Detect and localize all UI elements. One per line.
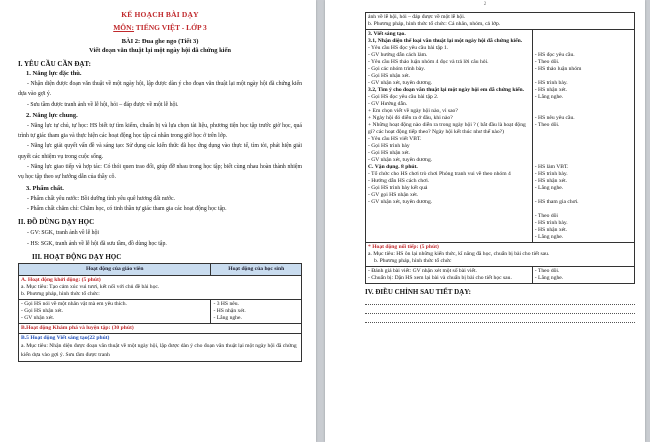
cell-text: - HS trình bày. [534,171,568,177]
activity-a-method: b. Phương pháp, hình thức tổ chức: [21,290,100,297]
section-3-2-title: 3.2, Tìm ý cho đoạn văn thuật lại một ngày hội em đã chứng kiến. [368,87,525,93]
paragraph: - Nhận diện được đoạn văn thuật về một ngày hội, lập được dàn ý cho đoạn văn thuật lại một ngày hội đã chứng kiến dựa vào gợi ý. [18,81,302,98]
section-i-2-title: 2. Năng lực chung. [26,111,78,119]
cell-text: + Em chọn viết về ngày hội nào, vì sao? [368,108,458,114]
page-number: 2 [483,2,487,7]
cell-text: - 3 HS nêu. [213,300,239,307]
table-cell [19,299,211,323]
paragraph: - Sưu tầm được tranh ảnh về lễ hội, hỏi – đáp được về một lễ hội. [27,101,179,108]
cell-text: - Hướng dẫn HS cách chơi. [368,178,430,184]
paragraph: - Năng lực giao tiếp và hợp tác: Có thói quen trao đổi, giúp đỡ nhau trong học tập; biết cùng nhau hoàn thành nhiệm vụ học tập theo sự hướng dẫn của thầy cô. [18,164,302,181]
activity-table-continued [365,12,635,284]
table-cell [211,299,302,323]
table-header-row [19,263,302,275]
cell-text: - HS nhận xét. [534,227,568,233]
paragraph: - Phẩm chất chăm chỉ: Chăm học, có tinh thần tự giác tham gia các hoạt động học tập. [27,205,227,212]
section-i-3-title: 3. Phẩm chất. [26,184,64,192]
table-cell [532,30,634,243]
cell-text: - HS nhận xét. [534,87,568,93]
cell-text: - HS nhận xét. [534,178,568,184]
cell-text: - HS đọc yêu cầu. [534,52,575,58]
cell-text: - Yêu cầu HS viết VBT. [368,136,422,142]
table-cell [19,275,302,299]
cell-text: - Yêu cầu HS đọc yêu cầu bài tập 1. [368,45,449,51]
cell-text: - HS trình bày. [534,80,568,86]
table-cell [19,333,302,361]
cell-text: - HS nêu yêu cầu. [534,115,575,121]
section-3-title: 3. Viết sáng tạo. [368,31,406,37]
cell-text: - HS tham gia chơi. [534,199,579,205]
dotted-line [365,314,635,323]
cell-text: - Gọi HS đọc yêu cầu bài tập 2. [368,94,439,100]
dotted-line [365,305,635,314]
cell-text: - Lắng nghe. [534,185,564,191]
table-row [19,333,302,361]
cell-text: - Gọi HS nhận xét. [21,307,64,314]
cell-text: - Gọi HS trình bày kết quả [368,185,428,191]
cell-text: + Những hoạt động nào diễn ra trong ngày hội ? ( bắt đầu là hoạt động gì? các hoạt động tiếp theo? Ngày hội kết thúc như thế nào?) [368,122,526,135]
cell-text: b. Phương pháp, hình thức tổ chức: Cá nhân, nhóm, cả lớp. [368,21,501,27]
cell-text: - Chuẩn bị: Dặn HS xem lại bài và chuẩn bị bài cho tiết học sau. [368,275,512,281]
activity-a-title: A. Hoạt động khởi động: (5 phút) [21,276,101,283]
table-row [366,30,635,243]
cell-text: - GV nhận xét. [21,314,55,321]
activity-table [18,263,302,362]
cell-text: ảnh về lễ hội, hỏi – đáp được về một lễ hội. [368,14,466,20]
cell-text: - GV hướng dẫn cách làm. [368,52,428,58]
cell-text: - Yêu cầu HS thảo luận nhóm 4 đọc và trả lời câu hỏi. [368,59,489,65]
section-iii-title: III. HOẠT ĐỘNG DẠY HỌC [32,252,122,261]
cell-text: - Theo dõi [534,213,558,219]
table-cell [532,267,634,284]
cell-text: - Theo dõi. [534,268,560,274]
table-cell [366,13,635,30]
cell-text: - Đánh giá bài viết: GV nhận xét một số bài viết. [368,268,477,274]
table-cell [19,323,302,333]
table-cell [366,30,533,243]
cell-text: - Gọi HS nhận xét. [368,150,411,156]
cell-text: - GV nhận xét, tuyên dương. [368,80,433,86]
col-header-student: Hoạt động của học sinh [211,263,302,275]
cell-text: - HS thảo luận nhóm [534,66,582,72]
activity-a-goal: a. Mục tiêu: Tạo cảm xúc vui tươi, kết nối với chủ đề bài học. [21,283,160,290]
document-page-1 [0,0,316,442]
cell-text: - HS nhận xét. [213,307,246,314]
doc-subject [18,23,302,32]
cell-text: - Lắng nghe. [534,275,564,281]
cell-text: - HS trình bày. [534,220,568,226]
table-row [366,243,635,267]
table-row [19,299,302,323]
paragraph: - Năng lực tự chủ, tự học: HS biết tự tìm kiếm, chuẩn bị và lựa chọn tài liệu, phương tiện học tập trước giờ học, quá trình tự giác tham gia và thực hiện các hoạt động học tập cá nhân trong giờ học ở trên lớp. [18,122,302,140]
cell-text: - GV nhận xét, tuyên dương. [368,199,433,205]
list-item: - GV: SGK, tranh ảnh về lễ hội [27,230,100,237]
cell-text: a. Mục tiêu: HS ôn lại những kiến thức, kĩ năng đã học, chuẩn bị bài cho tiết sau. [368,251,550,257]
table-row [19,275,302,299]
cell-text: - Gọi các nhóm trình bày. [368,66,426,72]
activity-d-title: * Hoạt động nối tiếp: (5 phút) [368,244,439,250]
activity-b-title: B.Hoạt động Khám phá và luyện tập: (30 phút) [21,324,134,331]
list-item: - HS: SGK, tranh ảnh về lễ hội đã sưu tầm, đồ dùng học tập. [27,240,167,247]
doc-title: KẾ HOẠCH BÀI DẠY [121,10,199,19]
section-i-1-title: 1. Năng lực đặc thù. [26,70,82,77]
activity-c-title: C. Vận dụng. 8 phút. [368,164,418,170]
cell-text: + Ngày hội đó diễn ra ở đâu, khi nào? [368,115,453,121]
cell-text: b. Phương pháp, hình thức tổ chức [374,258,452,264]
section-i-title: I. YÊU CẦU CẦN ĐẠT: [18,60,91,68]
activity-b5-title: B.5 Hoạt động Viết sáng tạo(22 phút) [21,334,110,341]
subject-label: MÔN: [113,23,135,32]
cell-text: - GV Hướng dẫn. [368,101,408,107]
cell-text: - Lắng nghe. [534,94,564,100]
paragraph: - Phẩm chất yêu nước: Bồi dưỡng tình yêu quê hương đất nước. [27,195,175,202]
document-page-2 [325,0,645,442]
activity-b5-goal: a. Mục tiêu: Nhận diện được đoạn văn thuật về một ngày hội, lập được dàn ý cho đoạn văn thuật lại một ngày hội đã chứng kiến dựa vào gợi ý. Sưu tầm được tranh [21,342,297,358]
cell-text: - Gọi HS trình bày [368,143,410,149]
table-cell [366,243,635,267]
cell-text: - Theo dõi. [534,122,560,128]
cell-text: - GV gọi HS nhận xét. [368,192,419,198]
cell-text: - Gọi HS nói về một nhân vật mà em yêu thích. [21,300,127,307]
subject-value: TIẾNG VIỆT - LỚP 3 [134,23,207,32]
col-header-teacher: Hoạt động của giáo viên [19,263,211,275]
cell-text: - Lắng nghe. [534,234,564,240]
paragraph: - Năng lực giải quyết vấn đề và sáng tạo: Sử dụng các kiến thức đã học ứng dụng vào thực tế, tìm tòi, phát hiện giải quyết các nhiệm vụ trong cuộc sống. [18,143,302,160]
cell-text: - HS làm VBT. [534,164,569,170]
cell-text: - Gọi HS nhận xét. [368,73,411,79]
lesson-title: BÀI 2: Đua ghe ngo (Tiết 3) [121,38,199,45]
table-row [366,13,635,30]
section-3-1-title: 3.1, Nhận diện thể loại văn thuật lại một ngày hội đã chứng kiến. [368,38,523,44]
cell-text: - Lắng nghe. [213,314,242,321]
cell-text: - Theo dõi. [534,59,560,65]
table-cell [366,267,533,284]
dotted-line [365,296,635,305]
table-row [19,323,302,333]
section-iv-title: IV. ĐIỀU CHỈNH SAU TIẾT DẠY: [365,288,471,296]
cell-text: - Tổ chức cho HS chơi trò chơi Phóng tranh vui về theo nhóm 4 [368,171,511,177]
table-row [366,267,635,284]
lesson-subtitle: Viết đoạn văn thuật lại một ngày hội đã chứng kiến [89,47,231,54]
section-ii-title: II. ĐỒ DÙNG DẠY HỌC [18,218,95,227]
cell-text: - GV nhận xét, tuyên dương. [368,157,433,163]
